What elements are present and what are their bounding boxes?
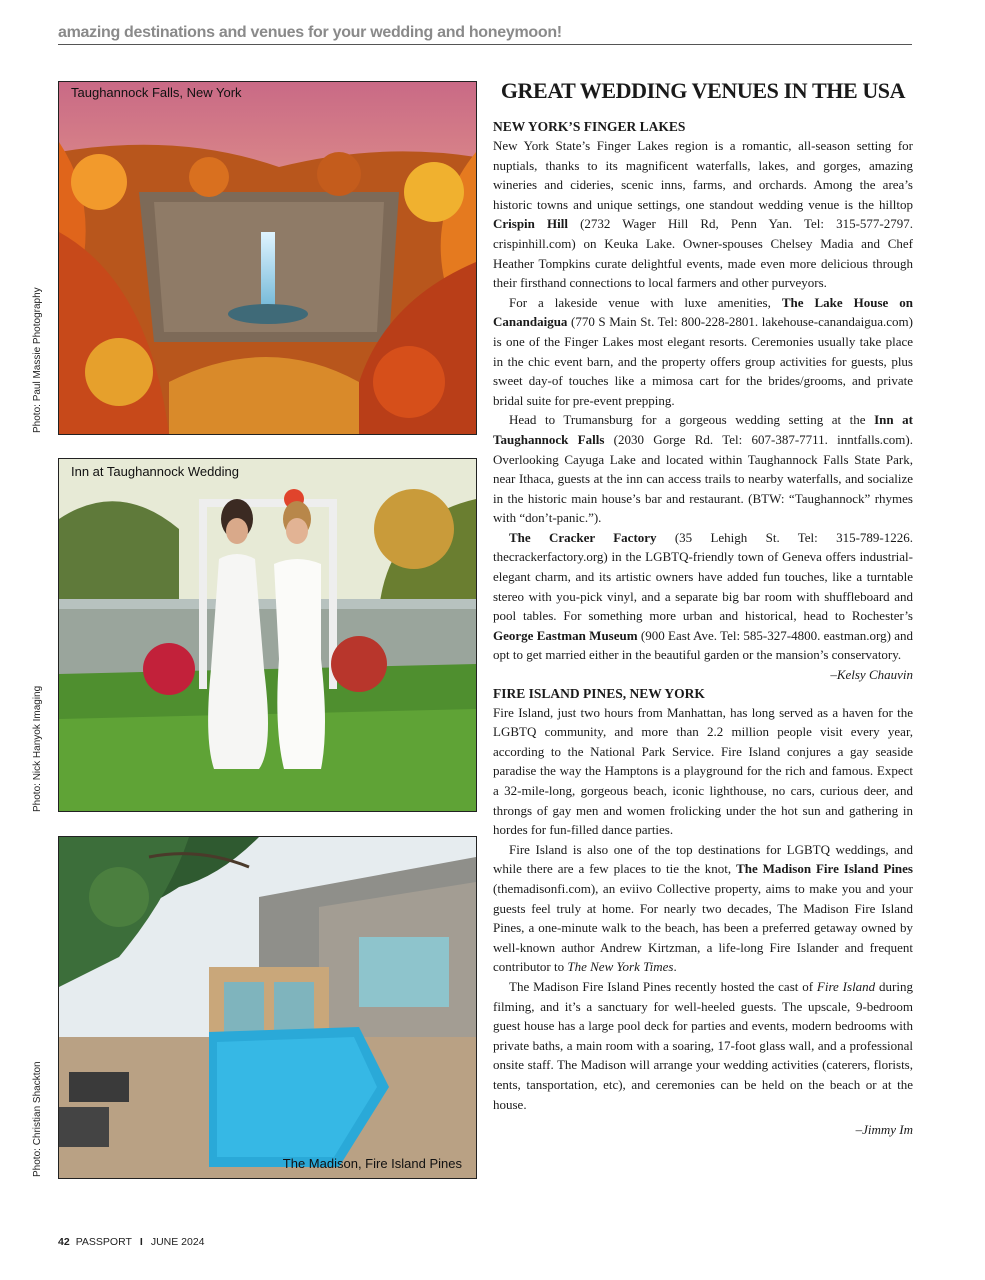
photo-credit: Photo: Christian Shackton — [32, 1061, 43, 1177]
pool-illustration — [59, 837, 476, 1178]
paragraph: Fire Island is also one of the top destinations for LGBTQ weddings, and while there are a few places to tie the knot, The Madison Fire Island Pines (themadisonfi.com), an eviivo Collective property, aims to make you and your guests feel truly at home. For nearly two decades, The Madison Fire Island Pines, a one-minute walk to the beach, has been a preferred getaway owned by well-known author Andrew Kirtzman, a life-long Fire Islander and frequent contributor to The New York Times. — [493, 841, 913, 975]
page-footer — [58, 1236, 205, 1248]
article — [493, 78, 913, 1140]
page-number: 42 — [58, 1236, 70, 1248]
photo-taughannock-falls — [58, 81, 477, 435]
paragraph: The Cracker Factory (35 Lehigh St. Tel: 315-789-1226. thecrackerfactory.org) in the LGBTQ-friendly town of Geneva offers industrial-elegant charm, and its artistic owners have added fun touches, like a turntable stereo with you-pick vinyl, and a separate big bar room with shuffleboard and pool tables. For something more urban and historical, head to Rochester’s George Eastman Museum (900 East Ave. Tel: 585-327-4800. eastman.org) and opt to get married either in the beautiful garden or the mansion’s conservatory. — [493, 529, 913, 663]
waterfall-illustration — [59, 82, 476, 434]
paragraph: Head to Trumansburg for a gorgeous wedding setting at the Inn at Taughannock Falls (2030 Gorge Rd. Tel: 607-387-7711. inntfalls.com). Overlooking Cayuga Lake and located within Taughannock Falls State Park, near Ithaca, guests at the inn can access trails to nearby waterfalls, and socialize in the historic main house’s bar and restaurant. (BTW: “Taughannock” rhymes with “don’t-panic.”). — [493, 412, 913, 526]
issue-date: JUNE 2024 — [150, 1236, 205, 1248]
photo-madison-pool — [58, 836, 477, 1179]
photo-caption: The Madison, Fire Island Pines — [282, 1156, 462, 1171]
section-heading: NEW YORK’S FINGER LAKES — [493, 119, 686, 134]
paragraph: The Madison Fire Island Pines recently hosted the cast of Fire Island during filming, and it’s a sanctuary for well-heeled guests. The upscale, 9-bedroom guest house has a large pool deck for parties and events, modern bedrooms with private baths, a main room with a soaring, 17-foot glass wall, and a professional onsite staff. The Madison will arrange your wedding activities (caterers, florists, tents, tansportation, etc), and ceremonies can be held on the beach or at the house. — [493, 978, 913, 1112]
running-head: amazing destinations and venues for your wedding and honeymoon! — [58, 24, 912, 45]
photo-wedding-couple — [58, 458, 477, 812]
article-title: GREAT WEDDING VENUES IN THE USA — [500, 78, 906, 103]
author-signature: –Kelsy Chauvin — [830, 667, 913, 683]
footer-separator: I — [139, 1236, 143, 1248]
magazine-name: PASSPORT — [75, 1236, 132, 1248]
paragraph: For a lakeside venue with luxe amenities, The Lake House on Canandaigua (770 S Main St. Tel: 800-228-2801. lakehouse-canandaigua.com) is one of the Finger Lakes most elegant resorts. Ceremonies usually take place in the chic event barn, and the property offers group activities for guests, plus sweet day-of touches like a mimosa cart for the brides/grooms, and private bridal suite for pre-event prepping. — [493, 294, 913, 408]
section-heading: FIRE ISLAND PINES, NEW YORK — [493, 685, 705, 701]
wedding-illustration — [59, 459, 476, 811]
photo-caption: Inn at Taughannock Wedding — [71, 464, 239, 479]
author-signature: –Jimmy Im — [855, 1122, 913, 1138]
paragraph: Fire Island, just two hours from Manhattan, has long served as a haven for the LGBTQ community, and more than 2.2 million people visit every year, according to the National Park Service. Fire Island conjures a gay seaside paradise the way the Hamptons is a playground for the rich and famous. Expect a 32-mile-long, gorgeous beach, iconic lighthouse, no cars, curious deer, and throngs of gay men and women frolicking under the hot sun and gathering in hordes for fun-filled dance parties. — [493, 704, 913, 838]
photo-credit: Photo: Paul Massie Photography — [32, 287, 43, 433]
photo-caption: Taughannock Falls, New York — [71, 85, 242, 100]
photo-credit: Photo: Nick Hanyok Imaging — [32, 685, 43, 812]
paragraph: New York State’s Finger Lakes region is a romantic, all-season setting for nuptials, thanks to its magnificent waterfalls, lakes, and gorges, amazing wineries and cideries, scenic inns, farms, and orchards. Among the area’s historic towns and unique settings, one standout wedding venue is the hilltop Crispin Hill (2732 Wager Hill Rd, Penn Yan. Tel: 315-577-2797. crispinhill.com) on Keuka Lake. Owner-spouses Chelsey Madia and Chef Heather Tompkins curate delightful events, made even more delicious through their firsthand connections to local farmers and other purveyors. — [493, 138, 913, 291]
